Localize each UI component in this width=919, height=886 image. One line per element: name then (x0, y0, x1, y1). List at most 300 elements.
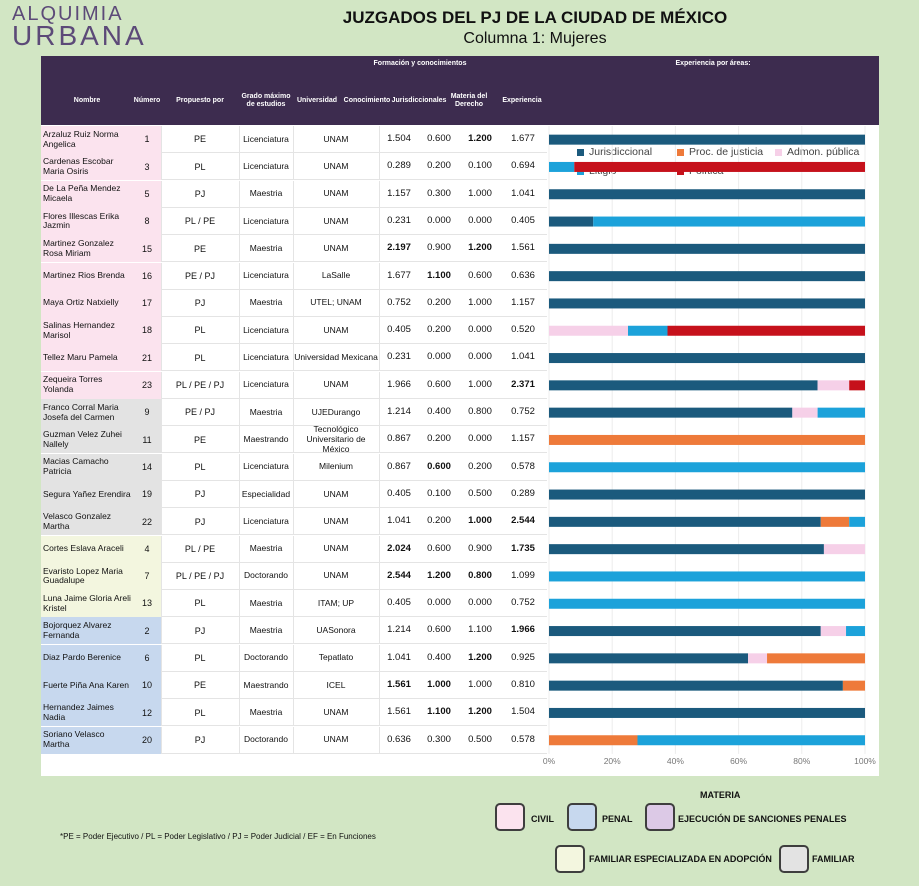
cell-experiencia: 1.561 (511, 242, 535, 254)
cell-propuesto: PE (193, 680, 206, 691)
table-row (41, 126, 547, 153)
cell-materia: 1.000 (468, 378, 492, 390)
cell-conocimiento: 0.400 (427, 651, 451, 663)
x-tick-label: 0% (542, 755, 556, 766)
cell-propuesto: PL / PE / PJ (175, 380, 225, 391)
column-divider (379, 153, 380, 180)
bar-segment-jurisdiccional (549, 380, 818, 390)
cell-numero: 19 (133, 481, 161, 508)
column-divider (379, 235, 380, 262)
cell-propuesto: PE (193, 434, 206, 445)
cell-numero: 14 (133, 454, 161, 481)
column-divider (293, 426, 294, 453)
cell-conocimiento: 1.100 (427, 706, 451, 718)
cell-jurisdiccionales: 1.214 (387, 406, 411, 418)
cell-experiencia: 1.504 (511, 706, 535, 718)
cell-propuesto: PL (194, 352, 206, 363)
cell-grado: Especialidad (241, 488, 291, 499)
cell-numero: 21 (133, 344, 161, 371)
bar-segment-jurisdiccional (549, 408, 792, 418)
bar-segment-jurisdiccional (549, 271, 865, 281)
column-divider (161, 590, 162, 617)
bar-segment-admon-p-blica (549, 326, 628, 336)
cell-propuesto: PL (194, 707, 206, 718)
cell-grado: Doctorando (244, 652, 288, 663)
materia-label-adopcion: FAMILIAR ESPECIALIZADA EN ADOPCIÓN (589, 854, 772, 864)
column-divider (161, 317, 162, 344)
col-conocimiento: Conocimiento (343, 96, 391, 104)
cell-experiencia: 1.041 (511, 351, 535, 363)
cell-materia: 0.000 (468, 597, 492, 609)
legend-label: Jurisdiccional (589, 146, 653, 158)
cell-universidad: Tepatlato (318, 652, 354, 663)
page-title: JUZGADOS DEL PJ DE LA CIUDAD DE MÉXICO (342, 8, 728, 27)
cell-jurisdiccionales: 1.677 (387, 269, 411, 281)
cell-universidad: ICEL (326, 679, 346, 690)
cell-grado: Maestria (249, 242, 283, 253)
materia-swatch-familiar (779, 845, 809, 873)
cell-experiencia: 0.925 (511, 651, 535, 663)
cell-grado: Maestria (249, 625, 283, 635)
cell-jurisdiccionales: 2.024 (387, 542, 411, 554)
table-row (41, 645, 547, 672)
cell-universidad: UTEL; UNAM (310, 297, 362, 308)
column-divider (293, 536, 294, 563)
cell-propuesto: PL / PE (184, 216, 216, 227)
col-jurisdiccionales: Jurisdiccionales (391, 96, 447, 104)
cell-grado: Maestria (249, 406, 283, 417)
column-divider (161, 372, 162, 399)
bar-segment-litigio (549, 462, 865, 472)
cell-materia: 1.200 (468, 651, 492, 663)
column-divider (161, 126, 162, 153)
cell-nombre: Evaristo Lopez Maria Guadalupe (41, 563, 133, 590)
cell-jurisdiccionales: 1.214 (387, 624, 411, 636)
cell-nombre: Flores Illescas Erika Jazmin (41, 208, 133, 235)
column-divider (379, 426, 380, 453)
cell-materia: 1.000 (468, 515, 492, 527)
bar-segment-pol-tica (668, 326, 866, 336)
cell-propuesto: PL (194, 325, 206, 336)
cell-nombre: Diaz Pardo Berenice (41, 645, 133, 672)
cell-nombre: Soriano Velasco Martha (41, 727, 133, 754)
table-row (41, 344, 547, 371)
bar-segment-jurisdiccional (549, 681, 843, 691)
cell-jurisdiccionales: 1.966 (387, 378, 411, 390)
cell-experiencia: 1.099 (511, 569, 535, 581)
cell-experiencia: 0.578 (511, 733, 535, 745)
bar-segment-jurisdiccional (549, 244, 865, 254)
materia-swatch-ejecucion (645, 803, 675, 831)
cell-nombre: Guzman Velez Zuhei Nallely (41, 426, 133, 453)
materia-label-ejecucion: EJECUCIÓN DE SANCIONES PENALES (678, 814, 847, 824)
cell-conocimiento: 0.300 (427, 733, 451, 745)
table-row (41, 481, 547, 508)
bar-segment-jurisdiccional (549, 298, 865, 308)
cell-conocimiento: 0.000 (427, 351, 451, 363)
bar-segment-jurisdiccional (549, 353, 865, 363)
cell-experiencia: 1.157 (511, 296, 535, 308)
column-divider (293, 590, 294, 617)
cell-propuesto: PJ (194, 188, 206, 199)
cell-jurisdiccionales: 1.157 (387, 187, 411, 199)
cell-nombre: Martinez Gonzalez Rosa Miriam (41, 235, 133, 262)
column-divider (239, 372, 240, 399)
cell-propuesto: PJ (194, 298, 206, 309)
cell-grado: Licenciatura (243, 352, 289, 362)
cell-universidad: UNAM (323, 160, 349, 171)
cell-universidad: UNAM (323, 706, 349, 717)
bar-segment-jurisdiccional (549, 653, 748, 663)
cell-conocimiento: 0.600 (427, 624, 451, 636)
cell-conocimiento: 0.200 (427, 160, 451, 172)
cell-universidad: UNAM (323, 488, 349, 499)
cell-numero: 8 (133, 208, 161, 235)
bar-segment-litigio (637, 735, 865, 745)
cell-nombre: Bojorquez Alvarez Fernanda (41, 617, 133, 644)
cell-conocimiento: 0.600 (427, 542, 451, 554)
x-tick-label: 80% (793, 755, 811, 766)
column-divider (239, 235, 240, 262)
cell-grado: Licenciatura (243, 270, 289, 281)
cell-materia: 0.500 (468, 487, 492, 499)
bar-segment-litigio (628, 326, 668, 336)
column-divider (379, 727, 380, 754)
column-divider (161, 699, 162, 726)
bar-segment-pol-tica (574, 162, 865, 172)
column-divider (161, 290, 162, 317)
column-divider (379, 126, 380, 153)
legend-label: Proc. de justicia (689, 146, 764, 158)
cell-nombre: Macias Camacho Patricia (41, 454, 133, 481)
bar-segment-jurisdiccional (549, 708, 865, 718)
bar-segment-admon-p-blica (792, 408, 817, 418)
cell-materia: 1.200 (468, 242, 492, 254)
cell-materia: 0.900 (468, 542, 492, 554)
cell-numero: 7 (133, 563, 161, 590)
table-row (41, 317, 547, 344)
cell-conocimiento: 1.100 (427, 269, 451, 281)
col-nombre: Nombre (73, 96, 101, 104)
cell-universidad: UNAM (323, 242, 349, 253)
bar-segment-admon-p-blica (818, 380, 850, 390)
column-divider (239, 399, 240, 426)
cell-conocimiento: 0.300 (427, 187, 451, 199)
column-divider (239, 645, 240, 672)
legend-label: Admon. pública (787, 146, 860, 158)
cell-propuesto: PJ (194, 625, 206, 636)
cell-numero: 10 (133, 672, 161, 699)
table-row (41, 536, 547, 563)
cell-conocimiento: 0.200 (427, 324, 451, 336)
cell-universidad: UNAM (323, 734, 349, 745)
cell-experiencia: 1.157 (511, 433, 535, 445)
footnote: *PE = Poder Ejecutivo / PL = Poder Legislativo / PJ = Poder Judicial / EF = En Funciones (60, 832, 376, 841)
logo (12, 4, 147, 50)
group-experiencia: Experiencia por áreas: (675, 60, 751, 67)
cell-grado: Doctorando (244, 734, 288, 745)
bar-segment-jurisdiccional (549, 135, 865, 145)
cell-numero: 3 (133, 153, 161, 180)
cell-propuesto: PJ (194, 734, 206, 745)
table-row (41, 235, 547, 262)
cell-grado: Doctorando (244, 570, 288, 581)
cell-propuesto: PE / PJ (184, 270, 215, 281)
column-divider (293, 727, 294, 754)
column-divider (293, 372, 294, 399)
column-divider (379, 208, 380, 235)
column-divider (161, 235, 162, 262)
cell-numero: 12 (133, 699, 161, 726)
page-subtitle: Columna 1: Mujeres (463, 30, 607, 47)
logo-line-1: ALQUIMIA (12, 3, 124, 25)
column-divider (161, 617, 162, 644)
materia-swatch-civil (495, 803, 525, 831)
column-divider (239, 590, 240, 617)
column-divider (293, 563, 294, 590)
column-divider (379, 263, 380, 290)
column-divider (293, 153, 294, 180)
bar-segment-proc-de-justicia (767, 653, 865, 663)
cell-numero: 9 (133, 399, 161, 426)
cell-nombre: Cardenas Escobar Maria Osiris (41, 153, 133, 180)
cell-grado: Licenciatura (243, 515, 289, 526)
col-propuesto: Propuesto por (176, 96, 224, 104)
bar-segment-litigio (549, 571, 865, 581)
col-universidad: Universidad (296, 96, 338, 104)
cell-numero: 22 (133, 508, 161, 535)
cell-universidad: UNAM (323, 515, 349, 526)
data-panel (41, 56, 879, 776)
cell-conocimiento: 1.000 (427, 679, 451, 691)
column-divider (379, 672, 380, 699)
cell-materia: 1.000 (468, 187, 492, 199)
col-materia: Materia del Derecho (450, 92, 488, 108)
column-divider (379, 344, 380, 371)
cell-experiencia: 0.520 (511, 324, 535, 336)
cell-jurisdiccionales: 1.041 (387, 515, 411, 527)
cell-universidad: UNAM (323, 188, 349, 199)
cell-universidad: UASonora (316, 625, 356, 635)
cell-materia: 0.000 (468, 214, 492, 226)
cell-jurisdiccionales: 0.405 (387, 487, 411, 499)
column-divider (161, 563, 162, 590)
column-divider (161, 181, 162, 208)
column-divider (239, 454, 240, 481)
cell-conocimiento: 1.200 (427, 569, 451, 581)
table-row (41, 181, 547, 208)
cell-grado: Licenciatura (243, 133, 289, 144)
cell-propuesto: PL / PE (184, 543, 216, 554)
cell-jurisdiccionales: 0.231 (387, 214, 411, 226)
cell-propuesto: PE / PJ (184, 407, 215, 418)
cell-materia: 0.000 (468, 433, 492, 445)
bar-segment-litigio (849, 517, 865, 527)
column-divider (293, 399, 294, 426)
materia-swatch-adopcion (555, 845, 585, 873)
cell-grado: Licenciatura (243, 160, 289, 171)
column-divider (379, 317, 380, 344)
cell-universidad: UNAM (323, 215, 349, 226)
cell-conocimiento: 0.200 (427, 433, 451, 445)
cell-conocimiento: 0.400 (427, 406, 451, 418)
bar-segment-jurisdiccional (549, 626, 821, 636)
column-divider (293, 481, 294, 508)
cell-nombre: De La Peña Mendez Micaela (41, 181, 133, 208)
cell-universidad: UNAM (323, 379, 349, 390)
table-row (41, 426, 547, 453)
table-row (41, 372, 547, 399)
bar-segment-jurisdiccional (549, 490, 865, 500)
cell-materia: 1.000 (468, 679, 492, 691)
table-row (41, 617, 547, 644)
table-row (41, 208, 547, 235)
x-tick-label: 20% (603, 755, 621, 766)
column-divider (293, 617, 294, 644)
column-divider (161, 426, 162, 453)
cell-propuesto: PL (194, 598, 206, 609)
x-tick-label: 40% (666, 755, 684, 766)
column-divider (379, 536, 380, 563)
cell-nombre: Franco Corral Maria Josefa del Carmen (41, 399, 133, 426)
bar-segment-admon-p-blica (748, 653, 767, 663)
cell-experiencia: 0.405 (511, 214, 535, 226)
bar-segment-jurisdiccional (549, 544, 824, 554)
column-divider (379, 454, 380, 481)
cell-experiencia: 0.289 (511, 487, 535, 499)
column-divider (161, 645, 162, 672)
column-divider (293, 263, 294, 290)
cell-grado: Maestrando (243, 679, 289, 690)
cell-nombre: Tellez Maru Pamela (41, 344, 133, 371)
bar-segment-proc-de-justicia (843, 681, 865, 691)
bar-segment-admon-p-blica (821, 626, 846, 636)
cell-propuesto: PE (193, 134, 206, 145)
column-divider (239, 672, 240, 699)
cell-grado: Maestrando (243, 433, 289, 444)
cell-grado: Maestria (249, 597, 283, 608)
cell-conocimiento: 0.600 (427, 378, 451, 390)
cell-grado: Maestria (249, 706, 283, 717)
cell-experiencia: 0.636 (511, 269, 535, 281)
column-divider (239, 317, 240, 344)
column-divider (239, 290, 240, 317)
cell-grado: Licenciatura (243, 215, 289, 226)
table-row (41, 727, 547, 754)
cell-numero: 13 (133, 590, 161, 617)
bar-segment-litigio (549, 162, 574, 172)
bar-segment-proc-de-justicia (549, 735, 637, 745)
cell-propuesto: PE (193, 243, 206, 254)
cell-experiencia: 1.735 (511, 542, 535, 554)
column-divider (239, 481, 240, 508)
materia-legend-title: MATERIA (700, 790, 741, 800)
cell-nombre: Martinez Rios Brenda (41, 263, 133, 290)
cell-nombre: Zequeira Torres Yolanda (41, 372, 133, 399)
logo-line-2: URBANA (12, 20, 147, 51)
cell-experiencia: 2.371 (511, 378, 535, 390)
cell-nombre: Salinas Hernandez Marisol (41, 317, 133, 344)
column-divider (161, 344, 162, 371)
cell-experiencia: 0.578 (511, 460, 535, 472)
table-row (41, 290, 547, 317)
column-divider (293, 208, 294, 235)
cell-nombre: Luna Jaime Gloria Areli Kristel (41, 590, 133, 617)
cell-jurisdiccionales: 0.752 (387, 296, 411, 308)
cell-materia: 1.000 (468, 296, 492, 308)
cell-numero: 6 (133, 645, 161, 672)
column-divider (293, 699, 294, 726)
materia-label-familiar: FAMILIAR (812, 854, 855, 864)
x-tick-label: 100% (854, 755, 876, 766)
col-experiencia: Experiencia (502, 96, 542, 104)
materia-label-penal: PENAL (602, 814, 633, 824)
cell-numero: 5 (133, 181, 161, 208)
cell-universidad: ITAM; UP (317, 597, 355, 608)
cell-conocimiento: 0.100 (427, 487, 451, 499)
column-divider (239, 727, 240, 754)
cell-materia: 0.800 (468, 406, 492, 418)
cell-experiencia: 1.966 (511, 624, 535, 636)
cell-propuesto: PJ (194, 489, 206, 500)
column-divider (379, 617, 380, 644)
cell-materia: 1.200 (468, 133, 492, 145)
column-divider (239, 126, 240, 153)
cell-experiencia: 0.810 (511, 679, 535, 691)
table-row (41, 699, 547, 726)
cell-numero: 4 (133, 536, 161, 563)
cell-jurisdiccionales: 0.636 (387, 733, 411, 745)
cell-conocimiento: 0.000 (427, 214, 451, 226)
cell-jurisdiccionales: 0.231 (387, 351, 411, 363)
bar-segment-litigio (593, 217, 865, 227)
cell-numero: 1 (133, 126, 161, 153)
column-divider (293, 126, 294, 153)
cell-universidad: UNAM (323, 543, 349, 554)
column-divider (379, 508, 380, 535)
column-divider (379, 399, 380, 426)
column-divider (293, 317, 294, 344)
column-divider (293, 290, 294, 317)
cell-universidad: Tecnológico Universitario de México (306, 424, 366, 454)
column-divider (293, 344, 294, 371)
column-divider (161, 481, 162, 508)
cell-grado: Maestria (249, 188, 283, 199)
cell-grado: Maestria (249, 297, 283, 308)
bar-segment-jurisdiccional (549, 217, 593, 227)
x-tick-label: 60% (730, 755, 748, 766)
column-divider (379, 590, 380, 617)
cell-universidad: UNAM (323, 570, 349, 581)
cell-propuesto: PL (194, 653, 206, 664)
cell-jurisdiccionales: 0.405 (387, 324, 411, 336)
cell-numero: 16 (133, 263, 161, 290)
cell-universidad: UJEDurango (311, 406, 361, 417)
column-divider (293, 454, 294, 481)
column-divider (379, 645, 380, 672)
cell-propuesto: PJ (194, 516, 206, 527)
cell-nombre: Segura Yañez Erendira (41, 481, 133, 508)
bar-segment-pol-tica (849, 380, 865, 390)
cell-numero: 17 (133, 290, 161, 317)
cell-jurisdiccionales: 1.041 (387, 651, 411, 663)
cell-experiencia: 0.694 (511, 160, 535, 172)
cell-experiencia: 1.041 (511, 187, 535, 199)
bar-segment-jurisdiccional (549, 189, 865, 199)
cell-conocimiento: 0.600 (427, 133, 451, 145)
table-row (41, 153, 547, 180)
column-divider (239, 617, 240, 644)
